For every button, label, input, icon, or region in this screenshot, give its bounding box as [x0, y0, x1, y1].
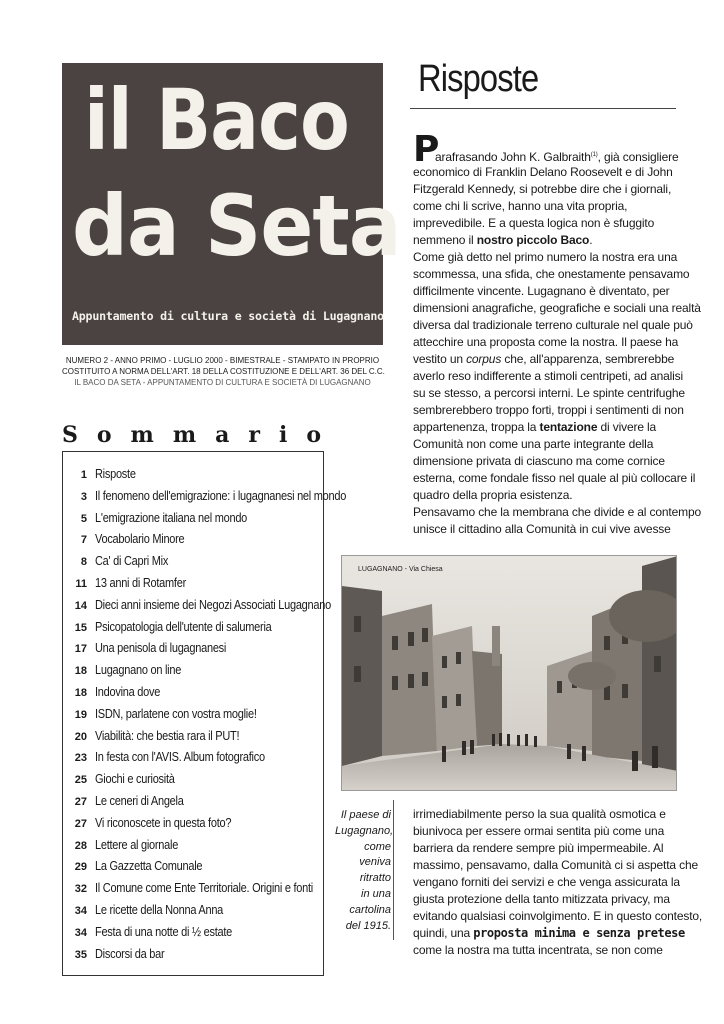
toc-item — [63, 487, 347, 509]
toc-page-number: 11 — [75, 578, 87, 590]
caption-line: Lugagnano, — [335, 824, 394, 837]
toc-item — [63, 727, 323, 749]
toc-page-number: 35 — [74, 948, 87, 961]
toc-label: Il fenomeno dell'emigrazione: i lugagnanesi nel mondo — [95, 488, 347, 503]
text-line: dimensioni anagrafiche, geografiche e sociali una realtà — [413, 301, 701, 315]
toc-item — [63, 530, 323, 552]
text-line: come chi li scrive, hanno una vita propria, — [413, 199, 628, 213]
toc-page-number: 23 — [74, 752, 87, 765]
toc-item — [63, 661, 323, 683]
toc-page-number: 7 — [80, 534, 87, 547]
caption-line: Il paese di — [340, 809, 391, 821]
toc-label: Le ceneri di Angela — [95, 794, 184, 808]
toc-page-number: 25 — [74, 774, 87, 787]
caption-line: in una — [361, 887, 391, 900]
article-column-1 — [413, 147, 702, 538]
toc-label: Ca' di Capri Mix — [95, 554, 169, 569]
text-line: imprevedibile. E a questa logica non è sfuggito — [413, 216, 655, 230]
text-line: su se stesso, a percorsi interni. Le spinte centrifughe — [413, 386, 685, 400]
toc-item — [63, 596, 331, 618]
text-line: Come già detto nel primo numero la nostra era una — [413, 250, 678, 264]
toc-page-number: 28 — [74, 839, 87, 852]
issue-info-line1: NUMERO 2 - ANNO PRIMO - LUGLIO 2000 - BIMESTRALE - STAMPATO IN PROPRIO — [65, 356, 380, 365]
toc-page-number: 34 — [74, 926, 87, 939]
photo-caption — [335, 808, 394, 934]
text-line: scommessa, una sfida, che onestamente pensavamo — [413, 267, 690, 281]
masthead-logo — [62, 63, 401, 345]
text-line: barriera da rendere sempre più impermeabile. Al — [413, 841, 664, 855]
toc-item — [63, 574, 323, 596]
toc-item — [63, 792, 323, 814]
toc-label: L'emigrazione italiana nel mondo — [95, 510, 248, 525]
text-line: sembrerebbero troppo forti, troppi i sentimenti di non — [413, 403, 684, 417]
caption-line: veniva — [359, 856, 391, 869]
masthead-title-line2: da Seta — [72, 177, 401, 275]
text-line: quadro della propria esistenza. — [413, 488, 573, 502]
text-line: unisce il cittadino alla Comunità in cui vive avesse — [413, 522, 671, 536]
toc-page-number: 20 — [74, 730, 87, 743]
text-line: vengano forniti dei servizi e che venga assicurata la — [413, 875, 680, 889]
title-divider — [410, 108, 676, 109]
toc-label: Il Comune come Ente Territoriale. Origini e fonti — [95, 881, 313, 896]
caption-line: del 1915. — [345, 919, 391, 932]
sommario-title: Sommario — [62, 422, 340, 448]
photo-label: LUGAGNANO - Via Chiesa — [358, 566, 443, 573]
toc-item — [63, 836, 323, 858]
text-line: esterna, come fondale fisso nel quale al più collocare il — [413, 471, 696, 485]
masthead-subtitle: Appuntamento di cultura e società di Lugagnano — [72, 309, 384, 323]
toc-page-number: 18 — [74, 665, 87, 678]
toc-page-number: 8 — [80, 556, 87, 569]
toc-label: Festa di una notte di ½ estate — [95, 924, 233, 939]
toc-page-number: 32 — [74, 883, 87, 896]
toc-item — [63, 683, 323, 705]
table-of-contents — [62, 451, 347, 976]
historic-photo — [341, 555, 677, 791]
text-line: attecchire una proposta come la nostra. Il paese ha — [413, 335, 679, 349]
text-line: giusta protezione della tanto mitizzata privacy, ma — [413, 892, 670, 906]
toc-page-number: 18 — [74, 687, 87, 699]
toc-item — [63, 465, 323, 487]
text-line: appartenenza, troppa la tentazione di vivere la — [413, 420, 657, 434]
text-line: quindi, una proposta minima e senza pretese — [413, 926, 685, 940]
caption-line: ritratto — [359, 872, 391, 885]
text-line: vestito un corpus che, all'apparenza, sembrerebbe — [413, 352, 675, 366]
toc-label: 13 anni di Rotamfer — [95, 576, 186, 590]
article-column-2 — [413, 806, 703, 959]
toc-page-number: 27 — [74, 817, 87, 830]
article-title: Risposte — [418, 58, 539, 100]
caption-line: cartolina — [349, 903, 391, 916]
toc-label: Psicopatologia dell'utente di salumeria — [95, 619, 272, 634]
text-line: biunivoca per essere ormai sentita più come una — [413, 824, 665, 838]
toc-page-number: 15 — [74, 621, 87, 634]
toc-page-number: 34 — [74, 905, 87, 917]
text-line: come la nostra ma tutta incentrata, se non come — [413, 943, 663, 957]
toc-item — [63, 770, 323, 792]
text-line: Comunità non come una parte integrante della — [413, 437, 654, 451]
toc-page-number: 17 — [74, 643, 87, 656]
toc-page-number: 19 — [74, 708, 87, 721]
toc-label: Discorsi da bar — [95, 946, 165, 961]
toc-page-number: 3 — [80, 490, 87, 503]
text-line: arafrasando John K. Galbraith$^{(1)}$, già consigliere — [435, 150, 679, 164]
issue-info-line2: COSTITUITO A NORMA DELL'ART. 18 DELLA COSTITUZIONE E DELL'ART. 36 DEL C.C. — [62, 367, 385, 376]
text-line: averlo reso indifferente a stimoli centripeti, ad analisi — [413, 369, 684, 383]
toc-label: Una penisola di lugagnanesi — [95, 641, 227, 656]
toc-label: Viabilità: che bestia rara il PUT! — [95, 728, 240, 743]
toc-page-number: 1 — [80, 469, 87, 481]
toc-item — [63, 748, 323, 770]
text-line: Fitzgerald Kennedy, si potrebbe dire che i giornali, — [413, 182, 672, 196]
toc-item — [63, 639, 323, 661]
text-line: dimensione privata di ciascuno ma come cornice — [413, 454, 665, 468]
toc-page-number: 5 — [80, 512, 87, 525]
issue-info-line3: IL BACO DA SETA - APPUNTAMENTO DI CULTURA E SOCIETÀ DI LUGAGNANO — [74, 378, 371, 387]
toc-label: In festa con l'AVIS. Album fotografico — [95, 750, 265, 765]
toc-page-number: 27 — [74, 796, 87, 808]
text-line: irrimediabilmente perso la sua qualità osmotica e — [413, 807, 666, 821]
toc-label: Dieci anni insieme dei Negozi Associati Lugagnano — [95, 597, 331, 612]
photo-illustration — [342, 556, 677, 791]
toc-item — [63, 618, 323, 640]
toc-item — [63, 814, 323, 836]
toc-label: Le ricette della Nonna Anna — [95, 903, 224, 917]
toc-label: Risposte — [95, 467, 136, 481]
toc-label: La Gazzetta Comunale — [95, 859, 203, 874]
toc-label: Lettere al giornale — [95, 837, 179, 852]
toc-item — [63, 879, 323, 901]
toc-item — [63, 945, 323, 967]
toc-label: Vocabolario Minore — [95, 532, 185, 547]
toc-label: Lugagnano on line — [95, 663, 182, 678]
toc-item — [63, 509, 323, 531]
text-line: nemmeno il nostro piccolo Baco. — [413, 233, 593, 247]
text-line: evitando qualsiasi coinvolgimento. E in questo contesto, — [413, 909, 703, 923]
toc-item — [63, 923, 323, 945]
toc-label: Giochi e curiosità — [95, 772, 175, 787]
toc-page-number: 29 — [74, 861, 87, 874]
toc-page-number: 14 — [74, 599, 87, 612]
drop-cap: P — [413, 129, 440, 170]
toc-item — [63, 857, 323, 879]
caption-line: come — [364, 840, 391, 853]
toc-label: Indovina dove — [95, 685, 161, 699]
text-line: economico di Franklin Delano Roosevelt e di John — [413, 165, 673, 179]
toc-item — [63, 901, 323, 923]
text-line: diversa dal tradizionale terreno culturale nel quale può — [413, 318, 693, 332]
masthead-title-line1: il Baco — [84, 71, 349, 169]
text-line: Pensavamo che la membrana che divide e al contempo — [413, 505, 702, 519]
toc-item — [63, 705, 323, 727]
text-line: massimo, pensavamo, dalla Comunità ci si aspetta che — [413, 858, 699, 872]
caption-divider — [393, 800, 394, 940]
text-line: difficilmente vincente. Lugagnano è diventato, per — [413, 284, 670, 298]
toc-label: ISDN, parlatene con vostra moglie! — [95, 706, 257, 721]
toc-item — [63, 552, 323, 574]
toc-label: Vi riconoscete in questa foto? — [95, 815, 232, 830]
